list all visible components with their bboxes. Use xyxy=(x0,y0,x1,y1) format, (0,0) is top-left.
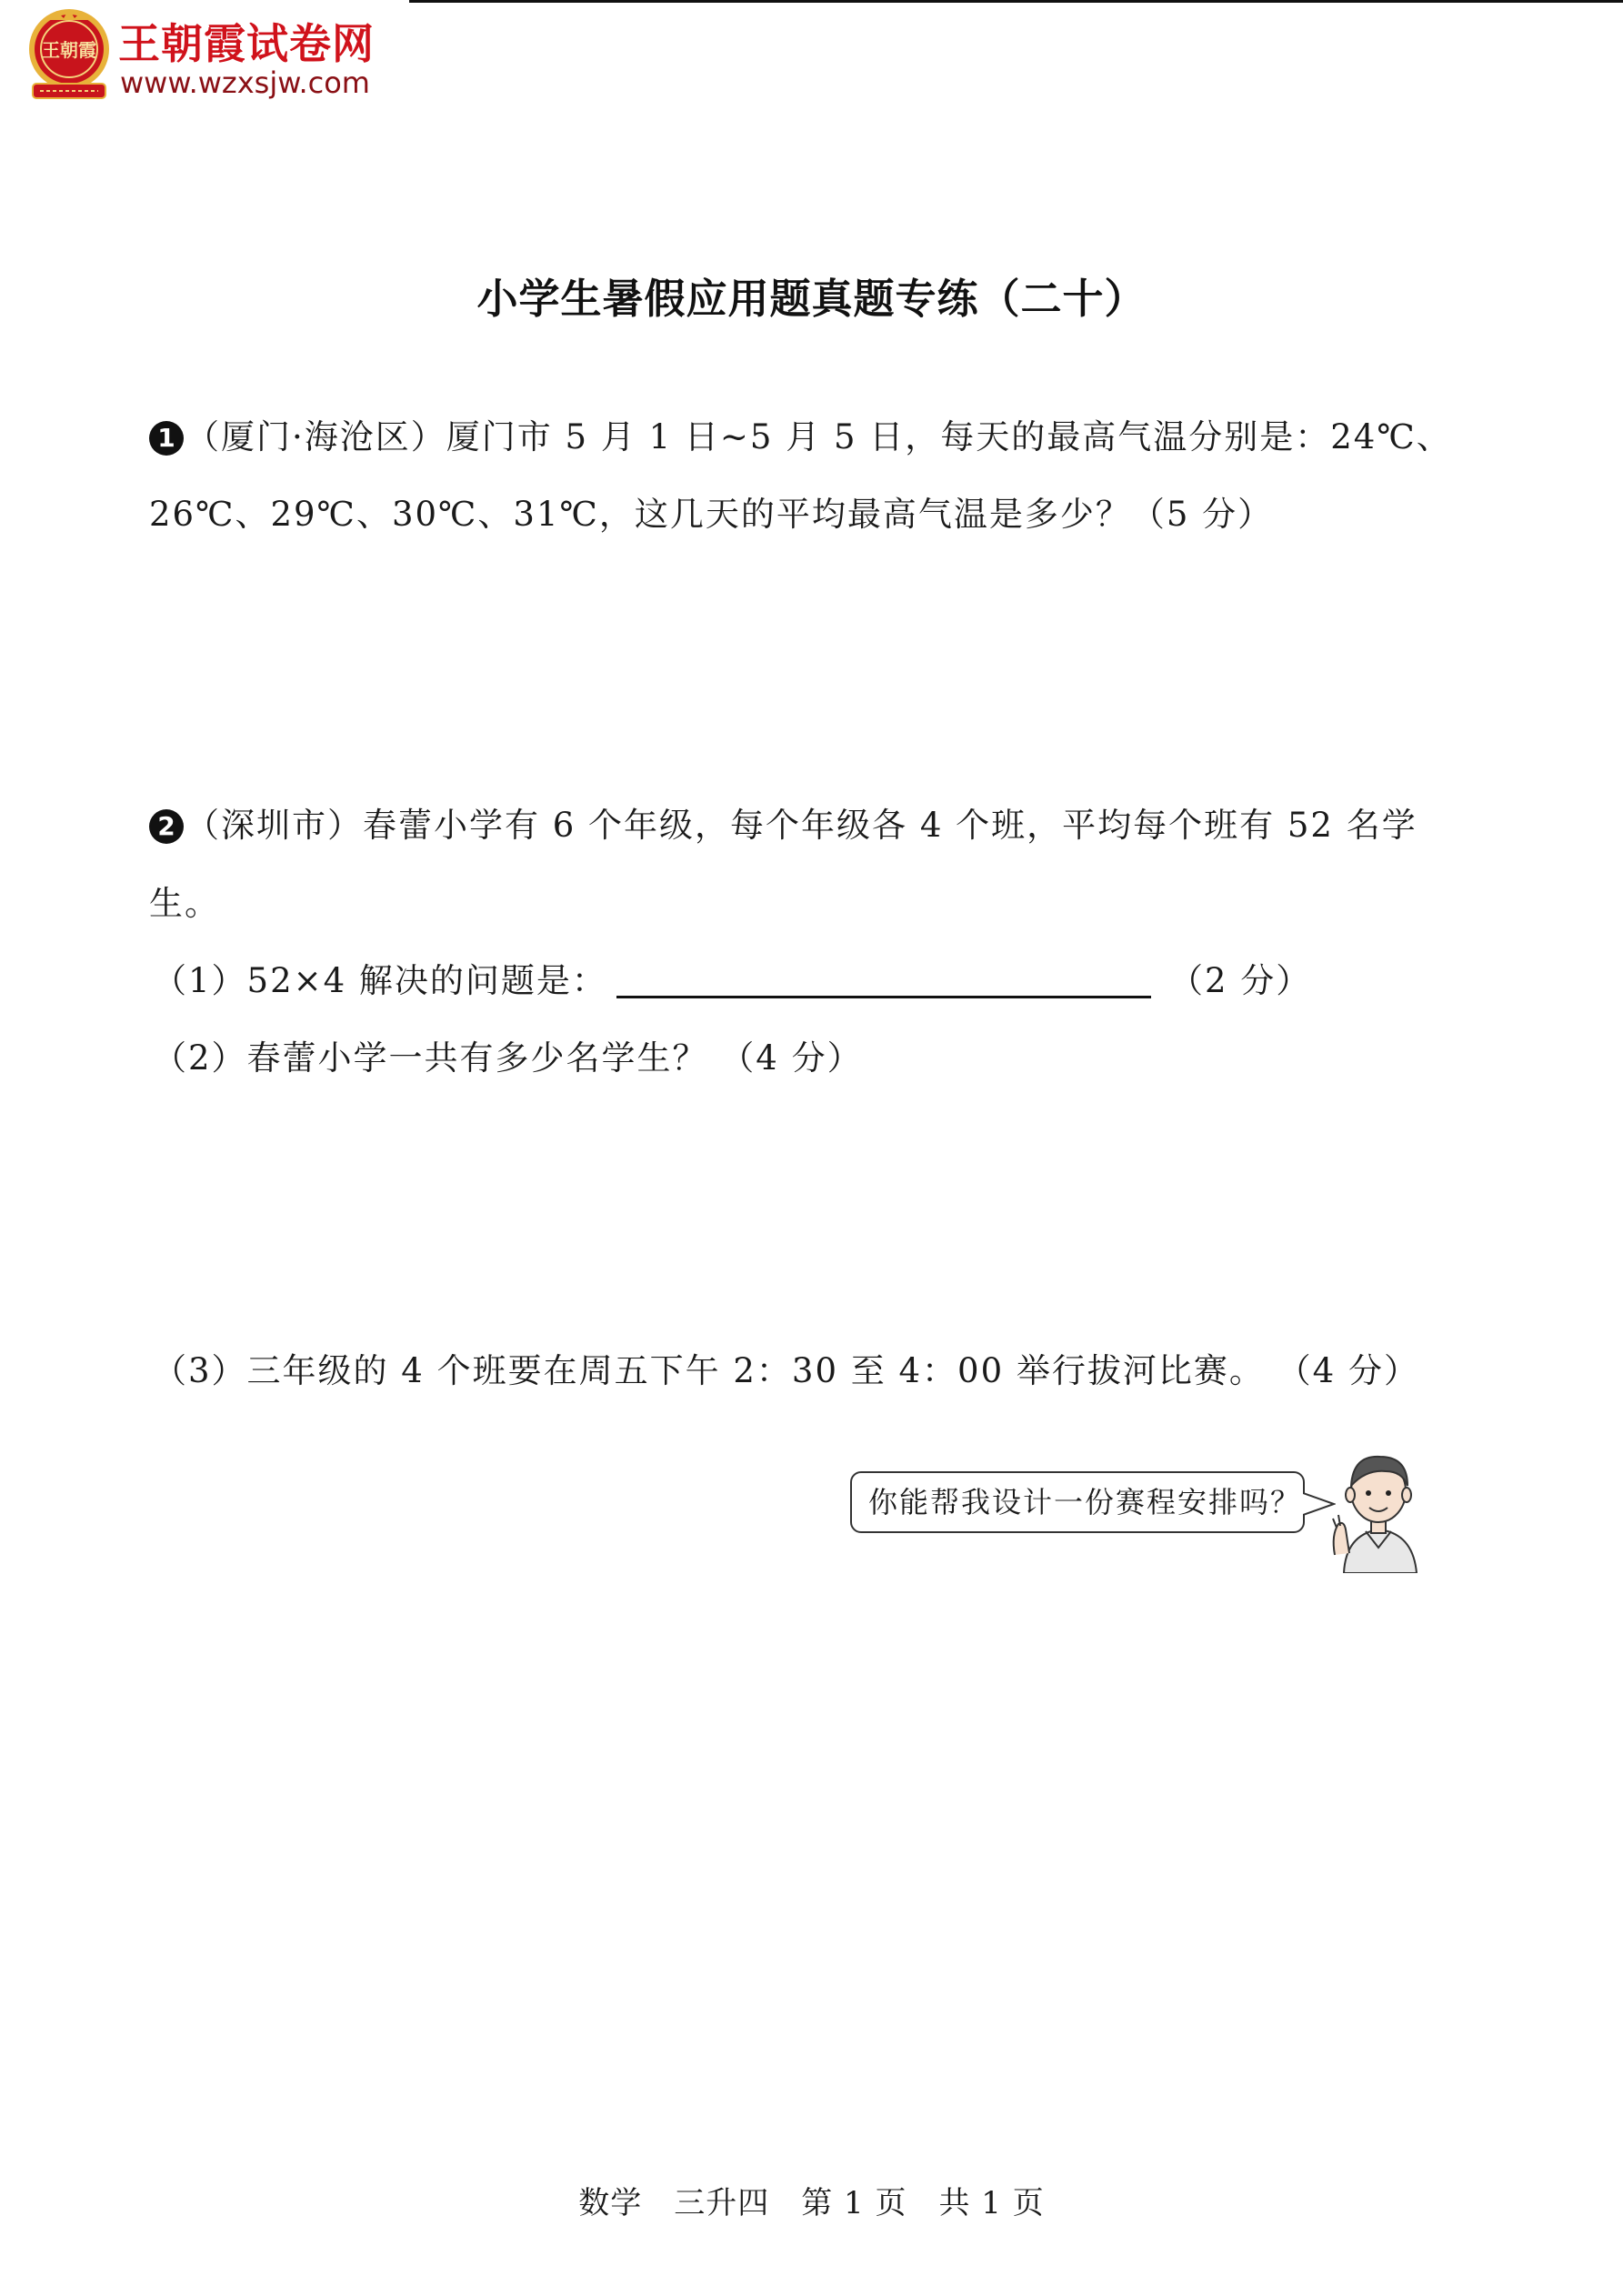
speech-bubble: 你能帮我设计一份赛程安排吗？ xyxy=(850,1471,1305,1533)
question-2-text-1: （深圳市）春蕾小学有 6 个年级，每个年级各 4 个班，平均每个班有 52 名学 xyxy=(185,806,1418,845)
header-rule xyxy=(409,0,1623,3)
question-1-text-2: 26℃、29℃、30℃、31℃，这几天的平均最高气温是多少？（5 分） xyxy=(149,495,1274,534)
logo-name: 王朝霞试卷网 xyxy=(118,19,375,68)
question-1-text-1: （厦门·海沧区）厦门市 5 月 1 日~5 月 5 日，每天的最高气温分别是：24℃、 xyxy=(185,417,1452,456)
question-2-sub-3: （3）三年级的 4 个班要在周五下午 2：30 至 4：00 举行拔河比赛。 （4 分） xyxy=(153,1351,1419,1390)
svg-text:王朝霞: 王朝霞 xyxy=(42,39,96,61)
page-footer: 数学 三升四 第 1 页 共 1 页 xyxy=(578,2185,1045,2221)
question-2-line-1 xyxy=(149,797,1418,847)
question-2-sub-1-score: （2 分） xyxy=(1169,961,1312,1000)
boy-illustration-icon xyxy=(1326,1446,1435,1573)
question-2-text-2: 生。 xyxy=(149,884,220,923)
question-1-line-1 xyxy=(149,409,1452,458)
logo-url[interactable]: www.wzxsjw.com xyxy=(120,65,370,100)
question-2-sub-1: （1）52×4 解决的问题是： xyxy=(153,961,607,1000)
answer-blank[interactable] xyxy=(616,996,1151,998)
question-2-sub-2: （2）春蕾小学一共有多少名学生？ （4 分） xyxy=(153,1038,863,1078)
site-logo[interactable] xyxy=(25,7,407,107)
page-title: 小学生暑假应用题真题专练（二十） xyxy=(476,275,1147,323)
logo-seal-icon xyxy=(25,7,113,102)
question-1-number-badge: 1 xyxy=(149,421,184,456)
question-2-number-badge: 2 xyxy=(149,809,184,844)
